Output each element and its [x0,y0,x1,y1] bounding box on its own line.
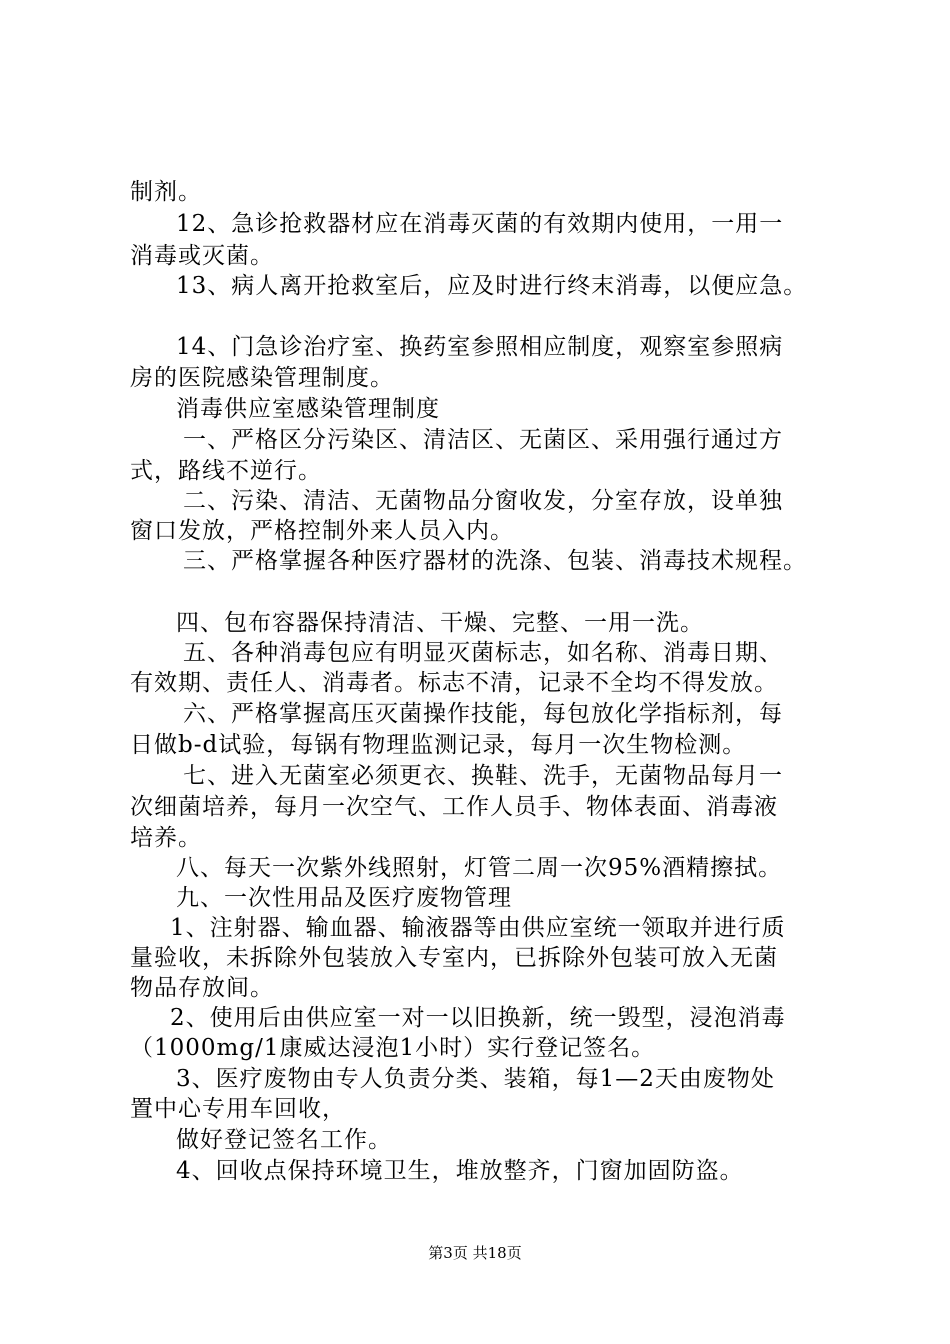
text-line: （1000mg/1康威达浸泡1小时）实行登记签名。 [130,1035,656,1061]
text-line: 四、包布容器保持清洁、干燥、完整、一用一洗。 [176,610,704,636]
text-line: 物品存放间。 [130,975,274,1001]
text-line: 七、进入无菌室必须更衣、换鞋、洗手，无菌物品每月一 [183,763,783,789]
text-line: 量验收，未拆除外包装放入专室内，已拆除外包装可放入无菌 [130,945,778,971]
text-line: 3、医疗废物由专人负责分类、装箱，每1—2天由废物处 [176,1066,775,1092]
text-line: 13、病人离开抢救室后，应及时进行终末消毒，以便应急。 [176,273,808,299]
text-line: 六、严格掌握高压灭菌操作技能，每包放化学指标剂，每 [183,701,783,727]
text-line: 4、回收点保持环境卫生，堆放整齐，门窗加固防盗。 [176,1158,744,1184]
text-line: 制剂。 [130,179,202,205]
text-line: 房的医院感染管理制度。 [130,365,394,391]
text-line: 次细菌培养，每月一次空气、工作人员手、物体表面、消毒液 [130,794,778,820]
text-line: 八、每天一次紫外线照射，灯管二周一次95%酒精擦拭。 [176,855,783,881]
text-line: 三、严格掌握各种医疗器材的洗涤、包装、消毒技术规程。 [183,548,807,574]
text-line: 12、急诊抢救器材应在消毒灭菌的有效期内使用，一用一 [176,211,784,237]
text-line: 1、注射器、输血器、输液器等由供应室统一领取并进行质 [170,915,786,941]
text-line: 有效期、责任人、消毒者。标志不清，记录不全均不得发放。 [130,670,778,696]
text-line: 九、一次性用品及医疗废物管理 [176,885,512,911]
text-line: 五、各种消毒包应有明显灭菌标志，如名称、消毒日期、 [183,640,783,666]
text-line: 置中心专用车回收， [130,1096,346,1122]
text-line: 2、使用后由供应室一对一以旧换新，统一毁型，浸泡消毒 [170,1005,786,1031]
text-line: 培养。 [130,825,202,851]
section-heading: 消毒供应室感染管理制度 [176,396,440,422]
text-line: 窗口发放，严格控制外来人员入内。 [130,518,514,544]
text-line: 一、严格区分污染区、清洁区、无菌区、采用强行通过方 [183,427,783,453]
text-line: 做好登记签名工作。 [176,1127,392,1153]
text-line: 消毒或灭菌。 [130,243,274,269]
text-line: 二、污染、清洁、无菌物品分窗收发，分室存放，设单独 [183,488,783,514]
text-line: 式，路线不逆行。 [130,458,322,484]
page-footer: 第3页 共18页 [428,1244,522,1262]
text-line: 日做b-d试验，每锅有物理监测记录，每月一次生物检测。 [130,732,747,758]
text-line: 14、门急诊治疗室、换药室参照相应制度，观察室参照病 [176,334,784,360]
